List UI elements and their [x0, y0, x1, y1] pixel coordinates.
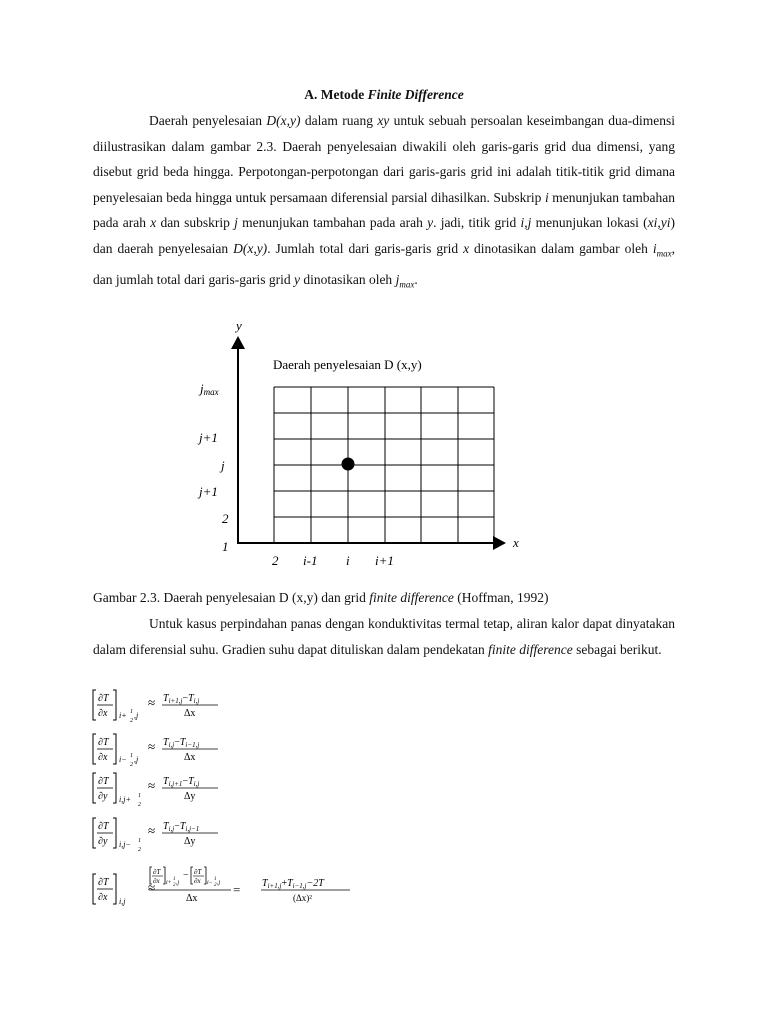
svg-text:−: − — [183, 870, 189, 881]
x-axis-label: x — [513, 535, 519, 550]
figure-caption: Gambar 2.3. Daerah penyelesaian D (x,y) dan grid finite difference (Hoffman, 1992) — [93, 590, 549, 605]
svg-text:i+: i+ — [166, 880, 172, 886]
svg-text:Δx: Δx — [184, 752, 196, 763]
x-label-2: 2 — [272, 553, 279, 568]
svg-text:∂T: ∂T — [98, 821, 109, 832]
svg-text:∂T: ∂T — [98, 776, 109, 787]
svg-text:Ti,j−Ti−1,j: $T_{i,j}-T_{i-1,j}$ — [163, 737, 200, 749]
svg-text:∂T: ∂T — [98, 693, 109, 704]
svg-text:Δx: Δx — [184, 708, 196, 719]
svg-text:Ti+1,j−Ti,j: $T_{i+1,j}-T_{i,j}$ — [163, 693, 200, 705]
svg-text:≈: ≈ — [148, 695, 156, 710]
paragraph-1: Daerah penyelesaian D(x,y) dalam ruang xy untuk sebuah persoalan keseimbangan dua-dimensi diilustrasikan dalam gambar 2.3. Daerah penyelesaian diwakili oleh garis-garis grid dua dimensi, yang disebut grid beda hingga. Perpotongan-perpotongan dari garis-garis grid ini adalah titik-titik grid dimana penyelesaian beda hingga untuk persamaan diferensial parsial dihasilkan. Subskrip i menunjukan tambahan pada arah x dan subskrip j menunjukan tambahan pada arah y. jadi, titik grid i,j menunjukan lokasi (xi,yi) dan daerah penyelesaian D(x,y). Jumlah total dari garis-garis grid x dinotasikan dalam gambar oleh $i_{max}$, dan jumlah total dari garis-garis grid y dinotasikan oleh $j_{max}$. — [93, 113, 675, 290]
svg-text:(Δx)²: (Δx)² — [293, 893, 312, 903]
y-label-j: j — [221, 458, 225, 473]
svg-text:≈: ≈ — [148, 739, 156, 754]
svg-text:2: 2 — [214, 883, 217, 888]
svg-text:∂T: ∂T — [98, 737, 109, 748]
svg-text:,j: ,j — [217, 880, 221, 886]
svg-text:i,j−: i,j− — [119, 840, 131, 849]
x-label-i-minus-1: i-1 — [303, 553, 318, 568]
svg-text:,j: ,j — [134, 711, 139, 720]
svg-text:1: 1 — [138, 793, 141, 799]
svg-text:=: = — [233, 882, 241, 897]
equation-5 — [93, 867, 350, 906]
paragraph-2: Untuk kasus perpindahan panas dengan konduktivitas termal tetap, aliran kalor dapat dinyatakan dalam diferensial suhu. Gradien suhu dapat dituliskan dalam pendekatan finite difference sebagai berikut. — [93, 616, 675, 657]
svg-text:Ti,j+1−Ti,j: $T_{i,j+1}-T_{i,j}$ — [163, 776, 200, 788]
svg-text:i−: i− — [119, 755, 127, 764]
svg-text:Δy: Δy — [184, 791, 196, 802]
equation-4 — [93, 818, 218, 853]
svg-text:1: 1 — [173, 877, 176, 882]
svg-text:∂T: ∂T — [194, 868, 202, 876]
x-label-i: i — [346, 553, 350, 568]
equation-1 — [93, 690, 218, 724]
svg-text:2: 2 — [130, 718, 133, 724]
svg-text:Ti+1,j+Ti−1,j−2T: $T_{i+1,j}+T_{i-1,j}-2T$ — [262, 878, 324, 890]
svg-text:i−: i− — [207, 880, 213, 886]
y-label-1: 1 — [222, 539, 229, 554]
svg-text:∂T: ∂T — [98, 877, 109, 888]
equation-2 — [93, 734, 218, 768]
svg-text:∂y: ∂y — [98, 791, 108, 802]
heading-prefix: A. Metode — [304, 87, 368, 102]
svg-text:i,j+: i,j+ — [119, 795, 131, 804]
svg-text:2: 2 — [138, 802, 141, 808]
svg-text:i,j: i,j — [119, 897, 126, 906]
svg-text:∂x: ∂x — [153, 877, 160, 885]
svg-text:Ti,j−Ti,j−1: $T_{i,j}-T_{i,j-1}$ — [163, 821, 200, 833]
svg-text:∂T: ∂T — [153, 868, 161, 876]
svg-text:,j: ,j — [176, 880, 180, 886]
svg-text:2: 2 — [173, 883, 176, 888]
svg-text:1: 1 — [214, 877, 217, 882]
svg-text:1: 1 — [138, 838, 141, 844]
equation-3 — [93, 773, 218, 808]
svg-text:2: 2 — [130, 762, 133, 768]
svg-text:∂x: ∂x — [98, 752, 108, 763]
svg-text:∂x: ∂x — [194, 877, 201, 885]
svg-text:∂x: ∂x — [98, 708, 108, 719]
svg-text:∂x: ∂x — [98, 892, 108, 903]
svg-text:2: 2 — [138, 847, 141, 853]
svg-text:∂y: ∂y — [98, 836, 108, 847]
y-axis-label: y — [236, 318, 242, 333]
heading-italic: Finite Difference — [367, 87, 464, 102]
region-label: Daerah penyelesaian D (x,y) — [273, 357, 422, 372]
svg-text:1: 1 — [130, 753, 133, 759]
svg-text:i+: i+ — [119, 711, 127, 720]
x-label-i-plus-1: i+1 — [375, 553, 394, 568]
svg-text:,j: ,j — [134, 755, 139, 764]
svg-text:≈: ≈ — [148, 880, 156, 895]
svg-text:≈: ≈ — [148, 778, 156, 793]
y-label-j-plus-1-bottom: j+1 — [199, 484, 218, 499]
svg-text:Δy: Δy — [184, 836, 196, 847]
y-label-jmax: jmax — [200, 381, 219, 397]
svg-text:Δx: Δx — [186, 893, 198, 904]
y-label-2: 2 — [222, 511, 229, 526]
svg-text:1: 1 — [130, 709, 133, 715]
svg-text:≈: ≈ — [148, 823, 156, 838]
y-label-j-plus-1-top: j+1 — [199, 430, 218, 445]
